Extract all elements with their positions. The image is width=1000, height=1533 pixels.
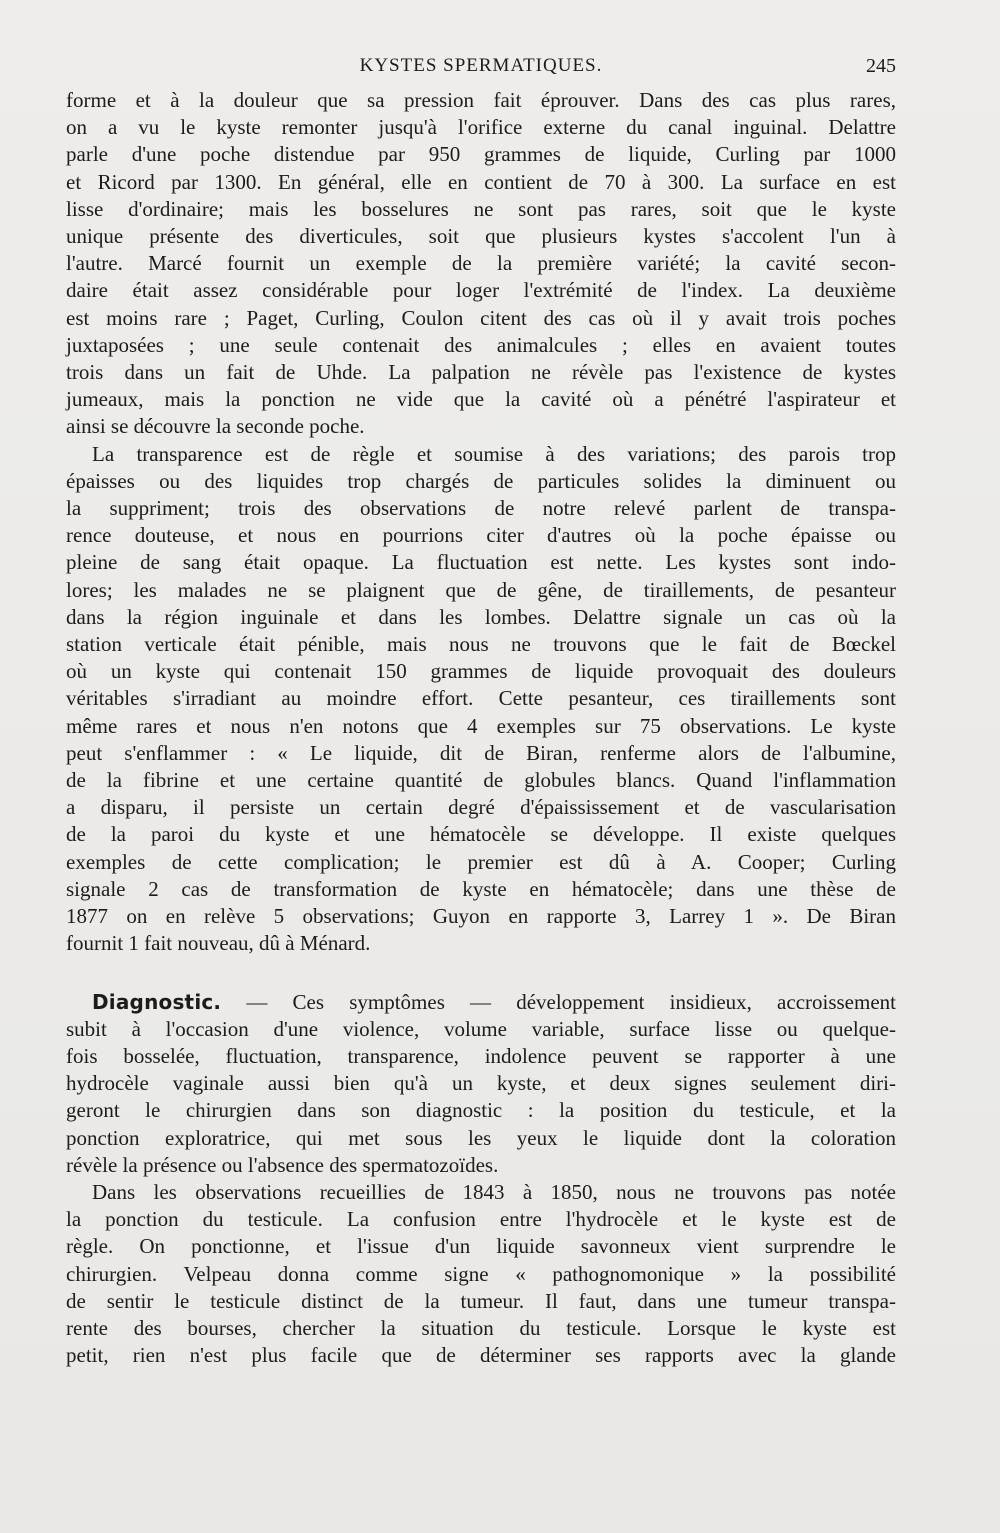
section-spacer: [66, 958, 896, 989]
text-line: petit, rien n'est plus facile que de déterminer ses rapports avec la glande: [66, 1343, 896, 1368]
text-line: unique présente des diverticules, soit que plusieurs kystes s'accolent l'un à: [66, 224, 896, 249]
text-line: de sentir le testicule distinct de la tumeur. Il faut, dans une tumeur transpa-: [66, 1288, 896, 1313]
paragraph-4: [66, 1179, 896, 1369]
text-line: véritables s'irradiant au moindre effort. Cette pesanteur, ces tiraillements sont: [66, 686, 896, 711]
text-line: lores; les malades ne se plaignent que de gêne, de tiraillements, de pesanteur: [66, 577, 896, 602]
text-line: règle. On ponctionne, et l'issue d'un liquide savonneux vient surprendre le: [66, 1234, 896, 1259]
text-line: La transparence est de règle et soumise à des variations; des parois trop: [92, 441, 896, 466]
text-line: forme et à la douleur que sa pression fait éprouver. Dans des cas plus rares,: [66, 88, 896, 112]
text-line: parle d'une poche distendue par 950 grammes de liquide, Curling par 1000: [66, 142, 896, 167]
running-head: [66, 52, 896, 80]
text-line: jumeaux, mais la ponction ne vide que la cavité où a pénétré l'aspirateur et: [66, 387, 896, 412]
text-line: trois dans un fait de Uhde. La palpation ne révèle pas l'existence de kystes: [66, 360, 896, 385]
text-line: est moins rare ; Paget, Curling, Coulon citent des cas où il y avait trois poches: [66, 305, 896, 330]
text-line: la suppriment; trois des observations de notre relevé parlent de transpa-: [66, 496, 896, 521]
text-line: chirurgien. Velpeau donna comme signe « pathognomonique » la possibilité: [66, 1261, 896, 1286]
text-line: Dans les observations recueillies de 1843 à 1850, nous ne trouvons pas notée: [92, 1179, 896, 1204]
text-line: où un kyste qui contenait 150 grammes de liquide provoquait des douleurs: [66, 659, 896, 684]
text-line: on a vu le kyste remonter jusqu'à l'orifice externe du canal inguinal. Delattre: [66, 115, 896, 140]
paragraph-diagnostic: [66, 989, 896, 1179]
text-line: la ponction du testicule. La confusion entre l'hydrocèle et le kyste est de: [66, 1207, 896, 1232]
text-line: signale 2 cas de transformation de kyste en hématocèle; dans une thèse de: [66, 876, 896, 901]
paragraph-2: [66, 441, 896, 958]
text-line: [66, 989, 896, 1016]
text-line: a disparu, il persiste un certain degré d'épaississement et de vascularisation: [66, 795, 896, 820]
text-line: fois bosselée, fluctuation, transparence, indolence peuvent se rapporter à une: [66, 1043, 896, 1068]
text-line: subit à l'occasion d'une violence, volume variable, surface lisse ou quelque-: [66, 1016, 896, 1041]
text-line: geront le chirurgien dans son diagnostic : la position du testicule, et la: [66, 1098, 896, 1123]
text-line: juxtaposées ; une seule contenait des animalcules ; elles en avaient toutes: [66, 332, 896, 357]
text-line: exemples de cette complication; le premier est dû à A. Cooper; Curling: [66, 849, 896, 874]
text-line: hydrocèle vaginale aussi bien qu'à un kyste, et deux signes seulement diri-: [66, 1071, 896, 1096]
body-text: [66, 87, 896, 1369]
text-line: peut s'enflammer : « Le liquide, dit de Biran, renferme alors de l'albumine,: [66, 740, 896, 765]
text-line-rest: — Ces symptômes — développement insidieux, accroissement: [221, 989, 896, 1014]
text-line: l'autre. Marcé fournit un exemple de la première variété; la cavité secon-: [66, 251, 896, 276]
running-title: KYSTES SPERMATIQUES.: [359, 55, 603, 76]
text-line: 1877 on en relève 5 observations; Guyon en rapporte 3, Larrey 1 ». De Biran: [66, 904, 896, 929]
text-line: ponction exploratrice, qui met sous les yeux le liquide dont la coloration: [66, 1125, 896, 1150]
text-line: de la fibrine et une certaine quantité de globules blancs. Quand l'inflammation: [66, 768, 896, 793]
text-line: fournit 1 fait nouveau, dû à Ménard.: [66, 931, 371, 956]
text-line: pleine de sang était opaque. La fluctuation est nette. Les kystes sont indo-: [66, 550, 896, 575]
text-line: rence douteuse, et nous en pourrions citer d'autres où la poche épaisse ou: [66, 523, 896, 548]
text-line: daire était assez considérable pour loger l'extrémité de l'index. La deuxième: [66, 278, 896, 303]
text-line: dans la région inguinale et dans les lombes. Delattre signale un cas où la: [66, 604, 896, 629]
text-line: ainsi se découvre la seconde poche.: [66, 414, 365, 439]
text-line: épaisses ou des liquides trop chargés de particules solides la diminuent ou: [66, 468, 896, 493]
section-heading-diagnostic: Diagnostic.: [92, 989, 222, 1014]
text-line: station verticale était pénible, mais nous ne trouvons que le fait de Bœckel: [66, 632, 896, 657]
text-line: lisse d'ordinaire; mais les bosselures ne sont pas rares, soit que le kyste: [66, 196, 896, 221]
text-line: révèle la présence ou l'absence des spermatozoïdes.: [66, 1152, 499, 1177]
paragraph-1: [66, 87, 896, 441]
text-line: même rares et nous n'en notons que 4 exemples sur 75 observations. Le kyste: [66, 713, 896, 738]
text-line: rente des bourses, chercher la situation du testicule. Lorsque le kyste est: [66, 1315, 896, 1340]
text-line: et Ricord par 1300. En général, elle en contient de 70 à 300. La surface en est: [66, 169, 896, 194]
page-number: 245: [866, 55, 896, 77]
text-line: de la paroi du kyste et une hématocèle se développe. Il existe quelques: [66, 822, 896, 847]
